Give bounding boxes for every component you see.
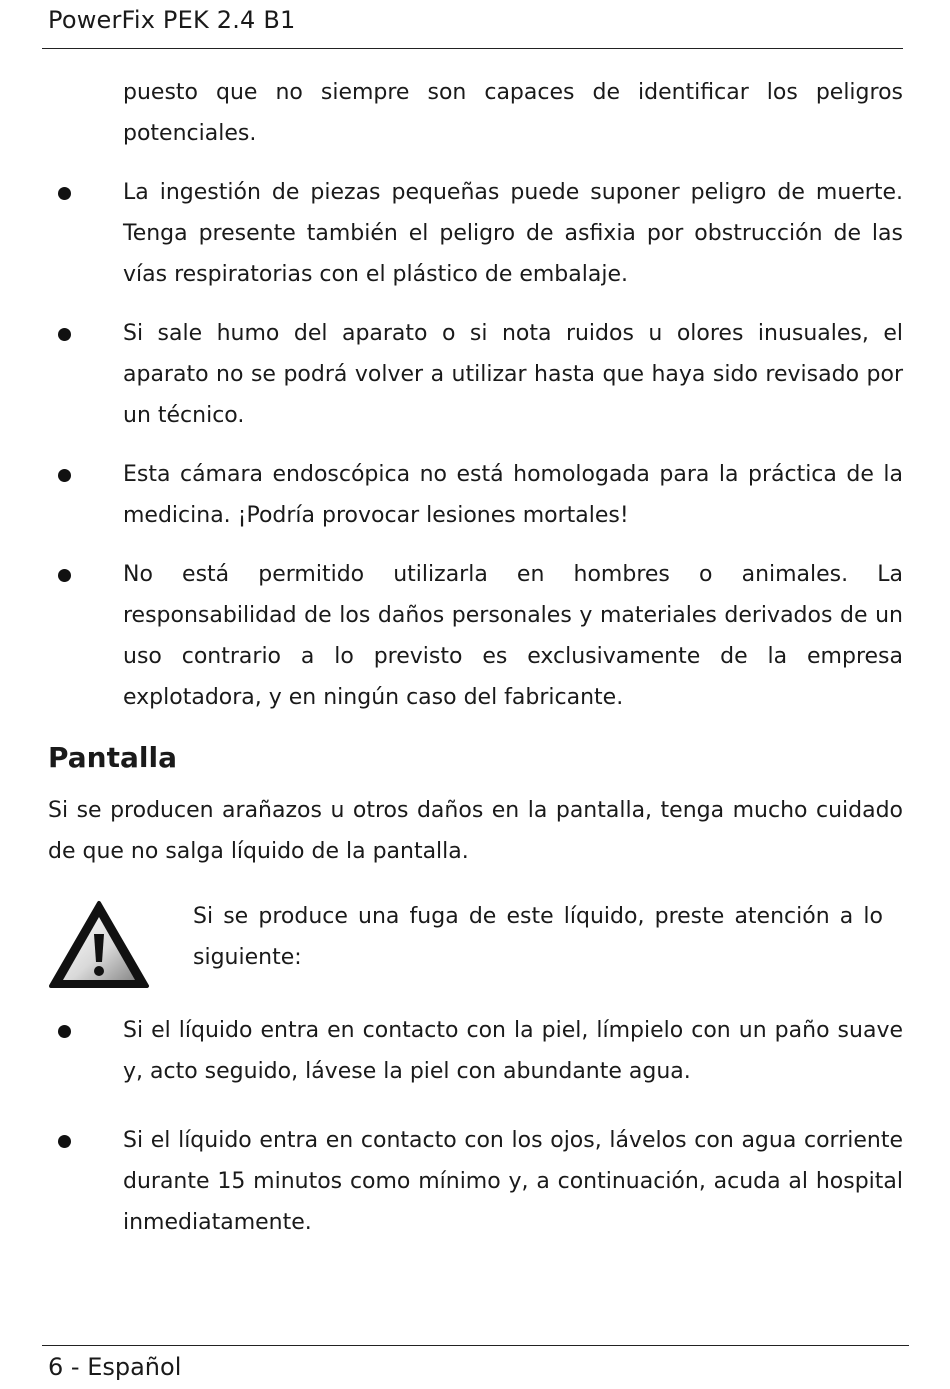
list-item-text: Esta cámara endoscópica no está homologada para la práctica de la medicina. ¡Podría provocar lesiones mortales! [123,462,903,528]
bullet-icon [58,187,71,200]
bullet-icon [58,328,71,341]
section-paragraph: Si se producen arañazos u otros daños en la pantalla, tenga mucho cuidado de que no salga líquido de la pantalla. [48,798,903,864]
bullet-icon [58,1135,71,1148]
intro-continuation: puesto que no siempre son capaces de identificar los peligros potenciales. [123,80,903,146]
bullet-icon [58,469,71,482]
list-item-text: Si el líquido entra en contacto con la piel, límpielo con un paño suave y, acto seguido, lávese la piel con abundante agua. [123,1018,903,1084]
list-item [48,313,903,436]
header-divider [42,48,903,49]
list-item [48,1010,903,1092]
liquid-precautions-list [48,1010,903,1243]
list-item-text: No está permitido utilizarla en hombres o animales. La responsabilidad de los daños personales y materiales derivados de un uso contrario a lo previsto es exclusivamente de la empresa explotadora, y en ningún caso del fabricante. [123,562,903,710]
footer-divider [42,1345,909,1346]
page-content [48,72,903,1243]
page-footer: 6 - Español [48,1353,182,1381]
list-item [48,554,903,718]
warning-callout [48,896,903,992]
warning-text: Si se produce una fuga de este líquido, preste atención a lo siguiente: [193,904,883,970]
page-header-title: PowerFix PEK 2.4 B1 [48,6,296,34]
bullet-icon [58,569,71,582]
list-item-text: La ingestión de piezas pequeñas puede suponer peligro de muerte. Tenga presente también el peligro de asfixia por obstrucción de las vías respiratorias con el plástico de embalaje. [123,180,903,287]
bullet-icon [58,1025,71,1038]
list-item [48,454,903,536]
list-item [48,1120,903,1243]
warning-triangle-icon [48,900,150,990]
list-item [48,172,903,295]
safety-list [48,172,903,718]
list-item-text: Si el líquido entra en contacto con los ojos, lávelos con agua corriente durante 15 minutos como mínimo y, a continuación, acuda al hospital inmediatamente. [123,1128,903,1235]
list-item-text: Si sale humo del aparato o si nota ruidos u olores inusuales, el aparato no se podrá volver a utilizar hasta que haya sido revisado por un técnico. [123,321,903,428]
section-heading: Pantalla [48,741,177,774]
